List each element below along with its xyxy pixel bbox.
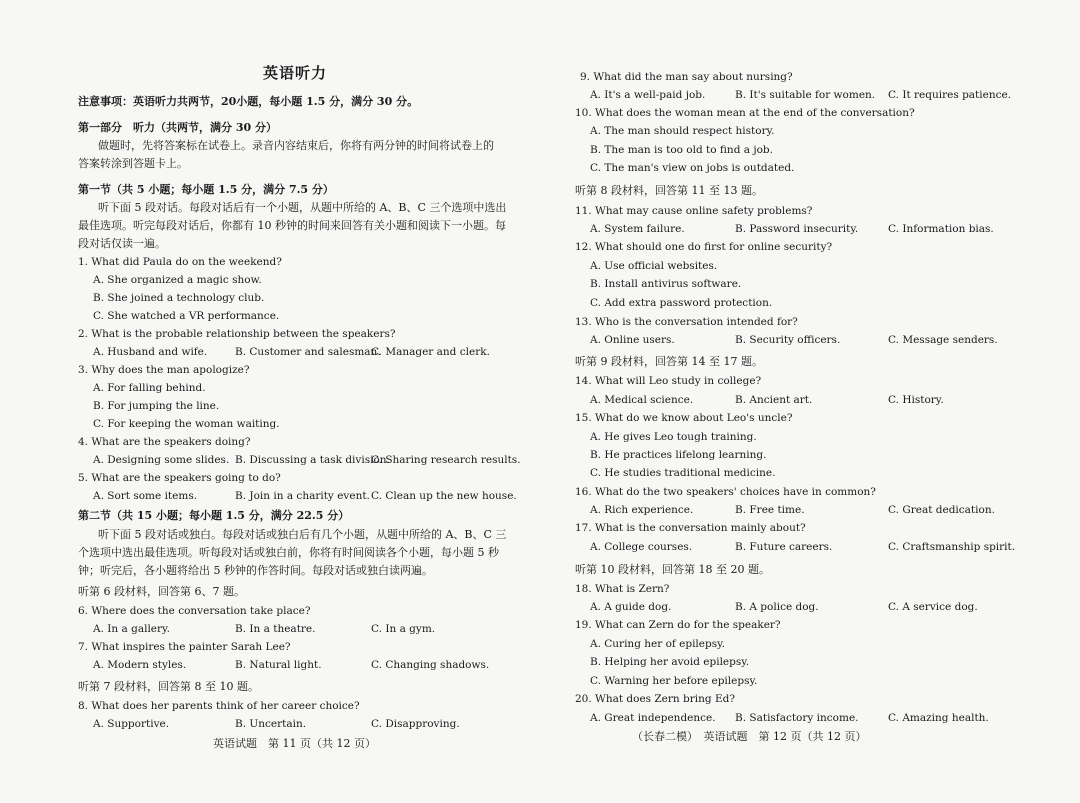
option: B. Satisfactory income. [735, 712, 859, 724]
question-7: 7. What inspires the painter Sarah Lee? [78, 641, 291, 653]
option: A. It's a well-paid job. [590, 89, 706, 101]
option: C. Craftsmanship spirit. [888, 541, 1016, 553]
question-20: 20. What does Zern bring Ed? [575, 693, 735, 705]
option: B. It's suitable for women. [735, 89, 876, 101]
option: B. A police dog. [735, 601, 819, 613]
option: B. The man is too old to find a job. [590, 144, 773, 156]
option: A. Use official websites. [590, 260, 718, 272]
option: A. Rich experience. [590, 504, 694, 516]
option: B. Uncertain. [235, 718, 307, 730]
right-page [540, 0, 1080, 803]
page-footer: （长春二模） 英语试题 第 12 页（共 12 页） [632, 730, 867, 743]
question-4: 4. What are the speakers doing? [78, 436, 251, 448]
option: C. Manager and clerk. [371, 346, 490, 358]
option: A. Supportive. [93, 718, 170, 730]
option: B. Install antivirus software. [590, 278, 742, 290]
section2-heading: 第二节（共 15 小题；每小题 1.5 分，满分 22.5 分） [78, 509, 350, 522]
question-10: 10. What does the woman mean at the end of the conversation? [575, 107, 915, 119]
section2-instruction-line: 钟；听完后，各小题将给出 5 秒钟的作答时间。每段对话或独白读两遍。 [78, 564, 433, 577]
page-title: 英语听力 [263, 64, 328, 82]
section1-heading: 第一节（共 5 小题；每小题 1.5 分，满分 7.5 分） [78, 183, 334, 196]
option: A. Online users. [590, 334, 675, 346]
option: C. Great dedication. [888, 504, 995, 516]
option: B. Ancient art. [735, 394, 813, 406]
option: C. Sharing research results. [371, 454, 521, 466]
material-heading: 听第 10 段材料，回答第 18 至 20 题。 [575, 563, 770, 576]
option: A. Sort some items. [93, 490, 198, 502]
option: C. Amazing health. [888, 712, 989, 724]
section2-instruction-line: 个选项中选出最佳选项。听每段对话或独白前，你将有时间阅读各个小题，每小题 5 秒 [78, 546, 499, 559]
option: A. Designing some slides. [93, 454, 230, 466]
question-11: 11. What may cause online safety problems? [575, 205, 813, 217]
question-19: 19. What can Zern do for the speaker? [575, 619, 781, 631]
question-18: 18. What is Zern? [575, 583, 670, 595]
option: A. Husband and wife. [93, 346, 208, 358]
option: A. He gives Leo tough training. [590, 431, 757, 443]
option: B. She joined a technology club. [93, 292, 265, 304]
option: B. Discussing a task division. [235, 454, 390, 466]
option: A. College courses. [590, 541, 693, 553]
question-17: 17. What is the conversation mainly about? [575, 522, 806, 534]
option: B. Customer and salesman. [235, 346, 381, 358]
option: B. In a theatre. [235, 623, 316, 635]
option: B. Future careers. [735, 541, 833, 553]
option: C. It requires patience. [888, 89, 1012, 101]
question-16: 16. What do the two speakers' choices have in common? [575, 486, 876, 498]
option: A. System failure. [590, 223, 685, 235]
question-15: 15. What do we know about Leo's uncle? [575, 412, 793, 424]
option: C. Add extra password protection. [590, 297, 773, 309]
option: B. Natural light. [235, 659, 322, 671]
option: C. Changing shadows. [371, 659, 490, 671]
question-5: 5. What are the speakers going to do? [78, 472, 281, 484]
option: C. History. [888, 394, 944, 406]
option: B. Helping her avoid epilepsy. [590, 656, 750, 668]
material-heading: 听第 6 段材料，回答第 6、7 题。 [78, 585, 245, 598]
option: C. Message senders. [888, 334, 998, 346]
option: B. He practices lifelong learning. [590, 449, 767, 461]
option: B. Security officers. [735, 334, 841, 346]
option: A. Curing her of epilepsy. [590, 638, 725, 650]
option: C. Warning her before epilepsy. [590, 675, 758, 687]
option: C. For keeping the woman waiting. [93, 418, 280, 430]
question-9: 9. What did the man say about nursing? [580, 71, 793, 83]
option: C. She watched a VR performance. [93, 310, 280, 322]
material-heading: 听第 9 段材料，回答第 14 至 17 题。 [575, 355, 763, 368]
question-2: 2. What is the probable relationship between the speakers? [78, 328, 396, 340]
option: A. She organized a magic show. [93, 274, 262, 286]
option: A. Great independence. [590, 712, 716, 724]
material-heading: 听第 8 段材料，回答第 11 至 13 题。 [575, 184, 763, 197]
question-8: 8. What does her parents think of her career choice? [78, 700, 360, 712]
option: C. Information bias. [888, 223, 994, 235]
option: B. Join in a charity event. [235, 490, 370, 502]
option: A. Medical science. [590, 394, 694, 406]
option: A. Modern styles. [93, 659, 187, 671]
question-12: 12. What should one do first for online security? [575, 241, 833, 253]
option: A. For falling behind. [93, 382, 206, 394]
option: C. He studies traditional medicine. [590, 467, 776, 479]
material-heading: 听第 7 段材料，回答第 8 至 10 题。 [78, 680, 259, 693]
option: A. In a gallery. [93, 623, 170, 635]
section1-instruction-line: 段对话仅读一遍。 [78, 237, 166, 250]
page-footer: 英语试题 第 11 页（共 12 页） [213, 737, 376, 750]
question-13: 13. Who is the conversation intended for? [575, 316, 798, 328]
question-6: 6. Where does the conversation take place? [78, 605, 311, 617]
question-3: 3. Why does the man apologize? [78, 364, 250, 376]
option: C. Clean up the new house. [371, 490, 517, 502]
section2-instruction-line: 听下面 5 段对话或独白。每段对话或独白后有几个小题，从题中所给的 A、B、C 三 [98, 528, 507, 541]
question-14: 14. What will Leo study in college? [575, 375, 762, 387]
part1-heading: 第一部分 听力（共两节，满分 30 分） [78, 121, 277, 134]
option: B. Password insecurity. [735, 223, 859, 235]
option: A. The man should respect history. [590, 125, 775, 137]
part1-instruction-line: 做题时，先将答案标在试卷上。录音内容结束后，你将有两分钟的时间将试卷上的 [98, 139, 494, 152]
option: A. A guide dog. [590, 601, 672, 613]
part1-instruction-line: 答案转涂到答题卡上。 [78, 157, 188, 170]
option: B. Free time. [735, 504, 805, 516]
option: C. A service dog. [888, 601, 978, 613]
option: C. In a gym. [371, 623, 436, 635]
section1-instruction-line: 听下面 5 段对话。每段对话后有一个小题，从题中所给的 A、B、C 三个选项中选出 [98, 201, 507, 214]
option: C. Disapproving. [371, 718, 460, 730]
option: B. For jumping the line. [93, 400, 220, 412]
section1-instruction-line: 最佳选项。听完每段对话后，你都有 10 秒钟的时间来回答有关小题和阅读下一小题。每 [78, 219, 506, 232]
question-1: 1. What did Paula do on the weekend? [78, 256, 282, 268]
notice: 注意事项：英语听力共两节，20小题，每小题 1.5 分，满分 30 分。 [78, 95, 419, 108]
option: C. The man's view on jobs is outdated. [590, 162, 795, 174]
